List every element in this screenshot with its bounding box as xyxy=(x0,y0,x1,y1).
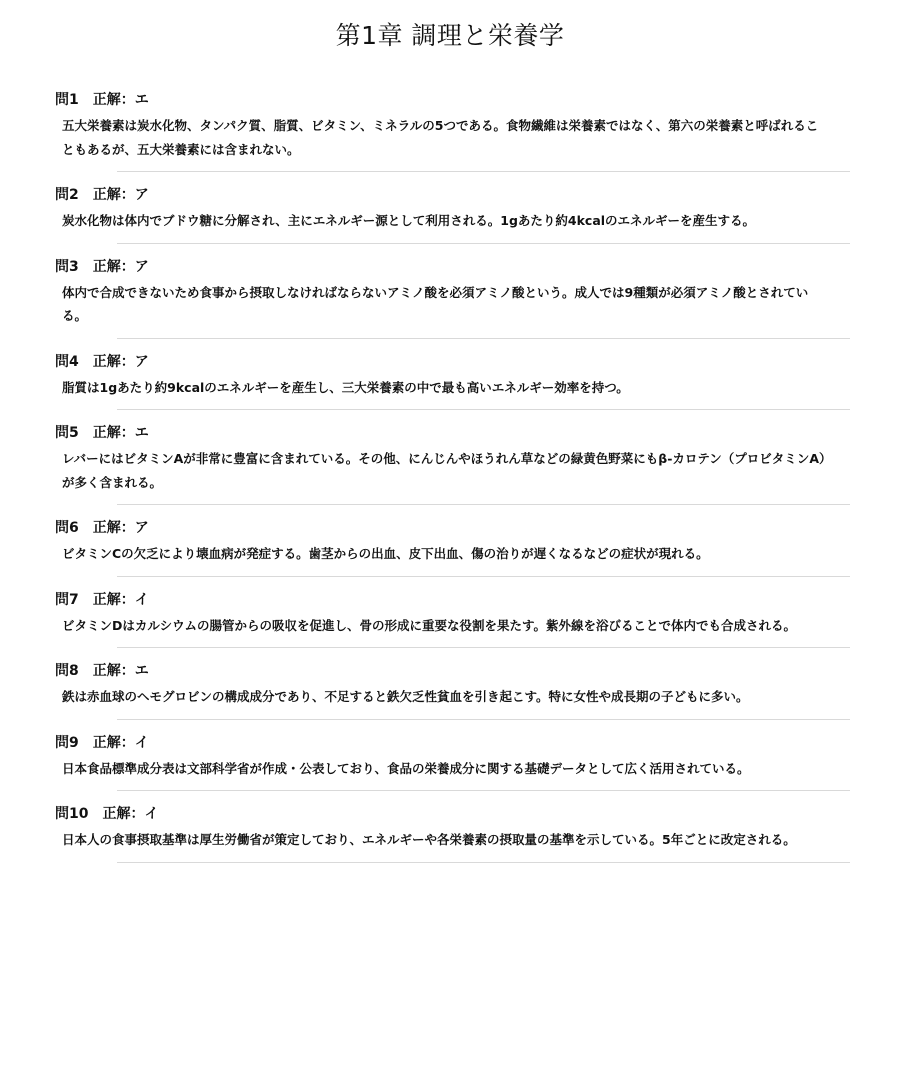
question-item xyxy=(55,422,835,505)
question-number: 問3 xyxy=(55,258,79,275)
correct-answer: 正解：ア xyxy=(92,353,149,370)
answer-explanation: 五大栄養素は炭水化物、タンパク質、脂質、ビタミン、ミネラルの5つである。食物繊維は栄養素ではなく、第六の栄養素と呼ばれることもあるが、五大栄養素には含まれない。 xyxy=(62,118,819,157)
question-header xyxy=(55,517,835,539)
question-number: 問6 xyxy=(55,520,79,536)
question-number: 問8 xyxy=(55,663,79,679)
correct-answer: 正解：ア xyxy=(92,187,149,203)
question-header xyxy=(55,256,835,278)
question-item xyxy=(55,803,835,863)
correct-answer: 正解：エ xyxy=(92,92,149,108)
question-number: 問5 xyxy=(55,425,79,441)
question-header xyxy=(55,589,835,611)
correct-answer: 正解：ア xyxy=(92,258,149,275)
answer-explanation: 日本食品標準成分表は文部科学省が作成・公表しており、食品の栄養成分に関する基礎データとして広く活用されている。 xyxy=(62,760,750,776)
divider xyxy=(117,576,850,577)
answer-explanation: 日本人の食事摂取基準は厚生労働省が策定しており、エネルギーや各栄養素の摂取量の基準を示している。5年ごとに改定される。 xyxy=(62,832,796,847)
divider xyxy=(117,243,850,244)
answer-explanation: ビタミンCの欠乏により壊血病が発症する。歯茎からの出血、皮下出血、傷の治りが遅くなるなどの症状が現れる。 xyxy=(62,546,709,561)
question-item xyxy=(55,351,835,411)
divider xyxy=(117,790,850,791)
divider xyxy=(117,647,850,648)
divider xyxy=(117,862,850,863)
question-item xyxy=(55,517,835,577)
question-item xyxy=(55,89,835,172)
question-number: 問9 xyxy=(55,734,79,751)
page-title: 第1章 調理と栄養学 xyxy=(335,21,565,50)
divider xyxy=(117,409,850,410)
correct-answer: 正解：イ xyxy=(92,591,149,608)
question-header xyxy=(55,660,835,682)
divider xyxy=(117,171,850,172)
question-number: 問1 xyxy=(55,92,79,108)
question-header xyxy=(55,184,835,206)
question-number: 問4 xyxy=(55,353,79,370)
question-header xyxy=(55,422,835,444)
question-header xyxy=(55,89,835,111)
question-header xyxy=(55,803,835,825)
answer-list xyxy=(55,89,835,875)
question-number: 問10 xyxy=(55,806,89,822)
question-item xyxy=(55,184,835,244)
divider xyxy=(117,719,850,720)
question-header xyxy=(55,351,835,373)
divider xyxy=(117,338,850,339)
correct-answer: 正解：イ xyxy=(92,734,149,751)
answer-explanation: レバーにはビタミンAが非常に豊富に含まれている。その他、にんじんやほうれん草などの緑黄色野菜にもβ-カロテン（プロビタミンA）が多く含まれる。 xyxy=(62,451,826,490)
question-item xyxy=(55,589,835,649)
question-item xyxy=(55,256,835,339)
answer-explanation: 炭水化物は体内でブドウ糖に分解され、主にエネルギー源として利用される。1gあたり約4kcalのエネルギーを産生する。 xyxy=(62,213,756,228)
question-number: 問7 xyxy=(55,591,79,608)
answer-explanation: ビタミンDはカルシウムの腸管からの吸収を促進し、骨の形成に重要な役割を果たす。紫外線を浴びることで体内でも合成される。 xyxy=(62,617,796,633)
answer-explanation: 体内で合成できないため食事から摂取しなければならないアミノ酸を必須アミノ酸という。成人では9種類が必須アミノ酸とされている。 xyxy=(62,284,809,323)
correct-answer: 正解：エ xyxy=(92,425,149,441)
correct-answer: 正解：イ xyxy=(102,806,159,822)
answer-explanation: 脂質は1gあたり約9kcalのエネルギーを産生し、三大栄養素の中で最も高いエネルギー効率を持つ。 xyxy=(62,379,629,395)
question-item xyxy=(55,732,835,792)
question-number: 問2 xyxy=(55,187,79,203)
correct-answer: 正解：エ xyxy=(92,663,149,679)
divider xyxy=(117,504,850,505)
question-header xyxy=(55,732,835,754)
answer-explanation: 鉄は赤血球のヘモグロビンの構成成分であり、不足すると鉄欠乏性貧血を引き起こす。特に女性や成長期の子どもに多い。 xyxy=(62,689,749,704)
correct-answer: 正解：ア xyxy=(92,520,149,536)
question-item xyxy=(55,660,835,720)
